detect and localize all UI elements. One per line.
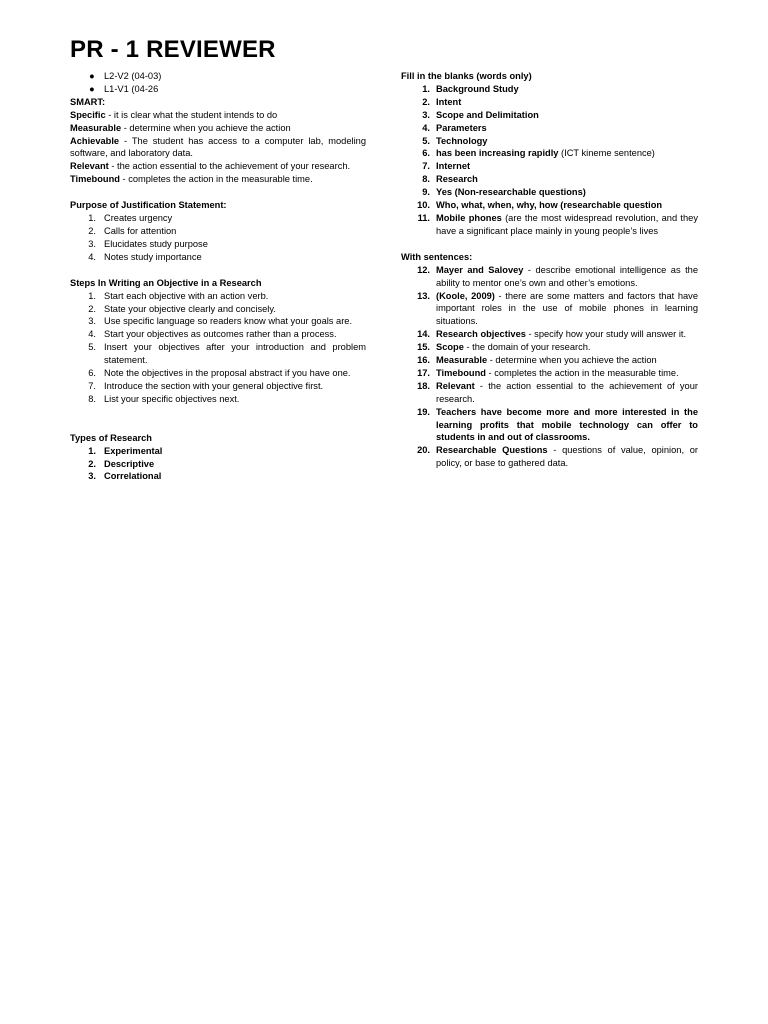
list-item: 14. Research objectives - specify how your study will answer it. bbox=[417, 329, 687, 340]
list-item: 6. Note the objectives in the proposal abstract if you have one. bbox=[88, 368, 351, 379]
justification-list bbox=[70, 212, 366, 264]
smart-heading: SMART: bbox=[70, 96, 106, 107]
list-item: 3. Use specific language so readers know what your goals are. bbox=[88, 316, 353, 327]
list-item: 10. Who, what, when, why, how (researchable question bbox=[417, 200, 663, 211]
steps-list bbox=[70, 290, 366, 406]
blanks-heading: Fill in the blanks (words only) bbox=[401, 71, 532, 81]
list-item: 3. Correlational bbox=[88, 471, 162, 482]
list-item: 5. Technology bbox=[422, 135, 488, 146]
bullet-dot-icon: ● bbox=[89, 71, 95, 81]
list-item: 2. Descriptive bbox=[88, 458, 155, 469]
list-item: 1. Background Study bbox=[422, 83, 519, 94]
sentences-heading: With sentences: bbox=[401, 251, 473, 262]
list-item: 8. Research bbox=[422, 174, 478, 185]
smart-item: Timebound - completes the action in the measurable time. bbox=[70, 174, 313, 185]
list-item: 3. Scope and Delimitation bbox=[422, 109, 539, 120]
list-item: 2. Calls for attention bbox=[88, 225, 177, 236]
types-list bbox=[70, 445, 366, 484]
bullet-item: ● L1-V1 (04-26 bbox=[89, 83, 159, 94]
list-item: 20. Researchable Questions - questions of value, opinion, or policy, or base to gathered data. bbox=[417, 445, 698, 469]
list-item: 18. Relevant - the action essential to the achievement of your research. bbox=[417, 380, 698, 404]
list-item: 4. Notes study importance bbox=[88, 251, 202, 262]
list-item: 3. Elucidates study purpose bbox=[88, 238, 208, 249]
document-title: PR - 1 REVIEWER bbox=[70, 36, 276, 63]
list-item: 4. Parameters bbox=[422, 122, 487, 133]
bullet-item: ● L2-V2 (04-03) bbox=[89, 71, 162, 81]
list-item: 2. State your objective clearly and concisely. bbox=[88, 303, 276, 314]
version-bullet-list bbox=[70, 70, 366, 96]
types-heading: Types of Research bbox=[70, 432, 152, 443]
left-column bbox=[70, 70, 366, 483]
list-item: 7. Introduce the section with your general objective first. bbox=[88, 380, 324, 391]
bullet-dot-icon: ● bbox=[89, 83, 95, 94]
list-item: 9. Yes (Non-researchable questions) bbox=[422, 187, 586, 198]
list-item: 11. Mobile phones (are the most widespread revolution, and they have a significant place mainly in young people’s lives bbox=[417, 212, 698, 236]
list-item: 1. Start each objective with an action verb. bbox=[88, 290, 269, 301]
smart-item: Achievable - The student has access to a computer lab, modeling software, and laboratory data. bbox=[70, 135, 366, 159]
right-column bbox=[401, 70, 698, 470]
smart-item: Specific - it is clear what the student intends to do bbox=[70, 109, 278, 120]
list-item: 12. Mayer and Salovey - describe emotional intelligence as the ability to mentor one’s own and other’s emotions. bbox=[417, 264, 698, 288]
list-item: 4. Start your objectives as outcomes rather than a process. bbox=[88, 329, 337, 340]
list-item: 13. (Koole, 2009) - there are some matters and factors that have important roles in the use of mobile phones in learning situations. bbox=[417, 290, 698, 327]
justification-heading: Purpose of Justification Statement: bbox=[70, 200, 227, 211]
list-item: 7. Internet bbox=[422, 161, 471, 172]
list-item: 1. Creates urgency bbox=[88, 213, 173, 224]
list-item: 6. has been increasing rapidly (ICT kineme sentence) bbox=[422, 148, 655, 159]
list-item: 19. Teachers have become more and more interested in the learning profits that mobile technology can offer to students in and out of classrooms. bbox=[417, 406, 698, 443]
list-item: 2. Intent bbox=[422, 96, 462, 107]
list-item: 1. Experimental bbox=[88, 445, 163, 456]
list-item: 17. Timebound - completes the action in the measurable time. bbox=[417, 367, 679, 378]
list-item: 15. Scope - the domain of your research. bbox=[417, 342, 591, 353]
steps-heading: Steps In Writing an Objective in a Research bbox=[70, 277, 262, 288]
list-item: 5. Insert your objectives after your introduction and problem statement. bbox=[88, 342, 366, 366]
smart-item: Measurable - determine when you achieve the action bbox=[70, 122, 291, 133]
list-item: 16. Measurable - determine when you achieve the action bbox=[417, 355, 657, 366]
smart-item: Relevant - the action essential to the achievement of your research. bbox=[70, 161, 351, 172]
list-item: 8. List your specific objectives next. bbox=[88, 393, 240, 404]
sentences-list bbox=[401, 264, 698, 471]
blanks-list bbox=[401, 83, 698, 238]
